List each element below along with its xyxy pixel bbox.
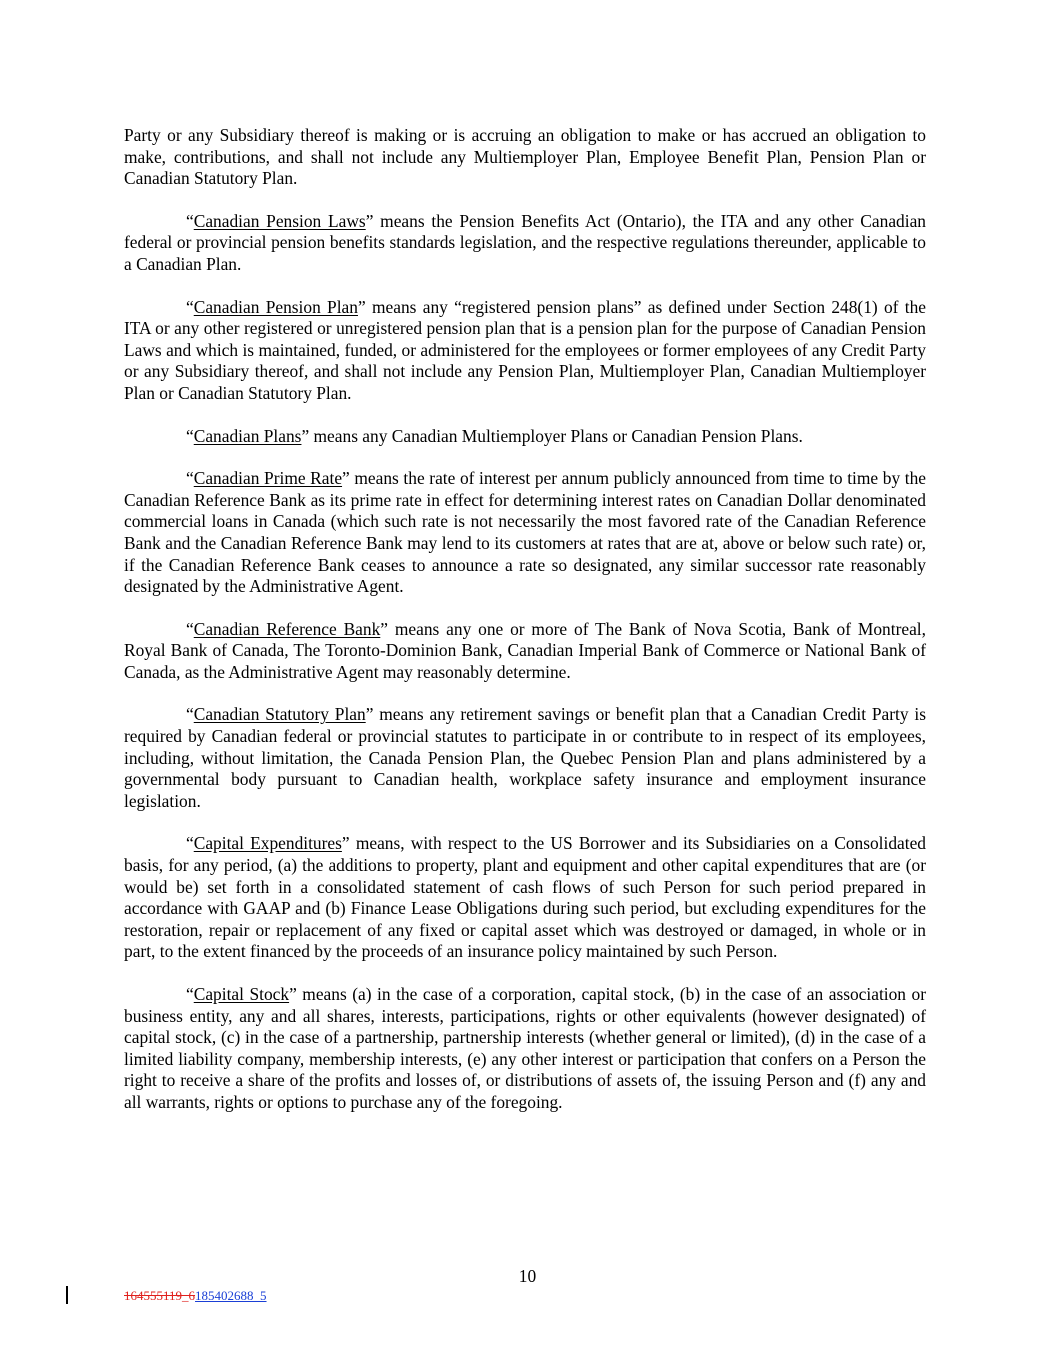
close-quote: ”	[301, 425, 310, 446]
open-quote: “	[186, 210, 194, 231]
definition-text: means the rate of interest per annum publicly announced from time to time by the Canadian Reference Bank as its prime rate in effect for determining interest rates on Canadian Dollar denominated commercial loans in Canada (which such rate is not necessarily the most favored rate of the Canadian Reference Bank and the Canadian Reference Bank may lend to its customers at rates that are at, above or below such rate) or, if the Canadian Reference Bank ceases to announce a rate so designated, any similar successor rate reasonably designated by the Administrative Agent.	[124, 468, 926, 597]
defined-term: Canadian Statutory Plan	[193, 704, 366, 725]
document-id	[124, 1288, 267, 1304]
definition-text: means (a) in the case of a corporation, capital stock, (b) in the case of an association or business entity, any and all shares, interests, participations, rights or other equivalents (however designated) of capital stock, (c) in the case of a partnership, partnership interests (whether general or limited), (d) in the case of a limited liability company, membership interests, (e) any other interest or participation that confers on a Person the right to receive a share of the profits and losses of, or distributions of assets of, the issuing Person and (f) any and all warrants, rights or options to purchase any of the foregoing.	[124, 984, 926, 1112]
definition-text: means any “registered pension plans” as defined under Section 248(1) of the ITA or any other registered or unregistered pension plan that is a pension plan for the purpose of Canadian Pension Laws and which is maintained, funded, or administered for the employees or former employees of any Credit Party or any Subsidiary thereof, and shall not include any Pension Plan, Multiemployer Plan, Canadian Multiemployer Plan or Canadian Statutory Plan.	[124, 296, 926, 403]
open-quote: “	[186, 984, 194, 1004]
definition-canadian-pension-plan	[124, 297, 926, 405]
definition-capital-expenditures	[124, 833, 926, 963]
definition-canadian-pension-laws	[124, 211, 926, 276]
open-quote: “	[186, 468, 194, 489]
continuation-paragraph: Party or any Subsidiary thereof is making or is accruing an obligation to make or has accrued an obligation to make, contributions, and shall not include any Multiemployer Plan, Employee Benefit Plan, Pension Plan or Canadian Statutory Plan.	[124, 125, 926, 189]
close-quote: ”	[341, 833, 350, 854]
definition-capital-stock	[124, 984, 926, 1114]
defined-term: Canadian Pension Plan	[193, 296, 358, 317]
inserted-doc-id: 185402688_5	[195, 1288, 267, 1303]
definition-canadian-reference-bank	[124, 619, 926, 684]
open-quote: “	[186, 296, 194, 317]
defined-term: Canadian Plans	[193, 425, 302, 446]
open-quote: “	[186, 618, 194, 639]
close-quote: ”	[380, 618, 389, 639]
defined-term: Canadian Pension Laws	[193, 210, 366, 231]
definition-canadian-statutory-plan	[124, 704, 926, 812]
definition-canadian-prime-rate	[124, 468, 926, 598]
document-body	[124, 125, 926, 1135]
deleted-doc-id: 164555119_6	[124, 1288, 196, 1303]
close-quote: ”	[365, 704, 374, 725]
close-quote: ”	[289, 984, 297, 1004]
page-number: 10	[518, 1266, 537, 1286]
open-quote: “	[186, 833, 194, 854]
definition-text: means any Canadian Multiemployer Plans or Canadian Pension Plans.	[309, 425, 803, 446]
close-quote: ”	[342, 468, 350, 489]
defined-term: Canadian Prime Rate	[193, 468, 343, 489]
definition-text: means any retirement savings or benefit plan that a Canadian Credit Party is required by Canadian federal or provincial statutes to participate in or contribute to in respect of its employees, including, without limitation, the Canada Pension Plan, the Quebec Pension Plan and plans administered by a governmental body pursuant to Canadian health, workplace safety insurance and employment insurance legislation.	[124, 704, 926, 811]
close-quote: ”	[365, 210, 374, 231]
definition-text: means any one or more of The Bank of Nova Scotia, Bank of Montreal, Royal Bank of Canada, The Toronto-Dominion Bank, Canadian Imperial Bank of Commerce or National Bank of Canada, as the Administrative Agent may reasonably determine.	[124, 618, 926, 682]
close-quote: ”	[357, 296, 366, 317]
defined-term: Canadian Reference Bank	[193, 618, 381, 639]
defined-term: Capital Stock	[193, 984, 290, 1004]
open-quote: “	[186, 425, 194, 446]
change-bar	[66, 1286, 68, 1304]
open-quote: “	[186, 704, 194, 725]
definition-text: means, with respect to the US Borrower and its Subsidiaries on a Consolidated basis, for any period, (a) the additions to property, plant and equipment and other capital expenditures that are (or would be) set forth in a consolidated statement of cash flows of such Person for such period prepared in accordance with GAAP and (b) Finance Lease Obligations during such period, but excluding expenditures for the restoration, repair or replacement of any fixed or capital asset which was destroyed or damaged, in whole or in part, to the extent financed by the proceeds of an insurance policy maintained by such Person.	[124, 833, 926, 962]
definition-text: means the Pension Benefits Act (Ontario), the ITA and any other Canadian federal or provincial pension benefits standards legislation, and the respective regulations thereunder, applicable to a Canadian Plan.	[124, 210, 926, 274]
defined-term: Capital Expenditures	[193, 833, 342, 854]
definition-canadian-plans	[124, 426, 926, 448]
